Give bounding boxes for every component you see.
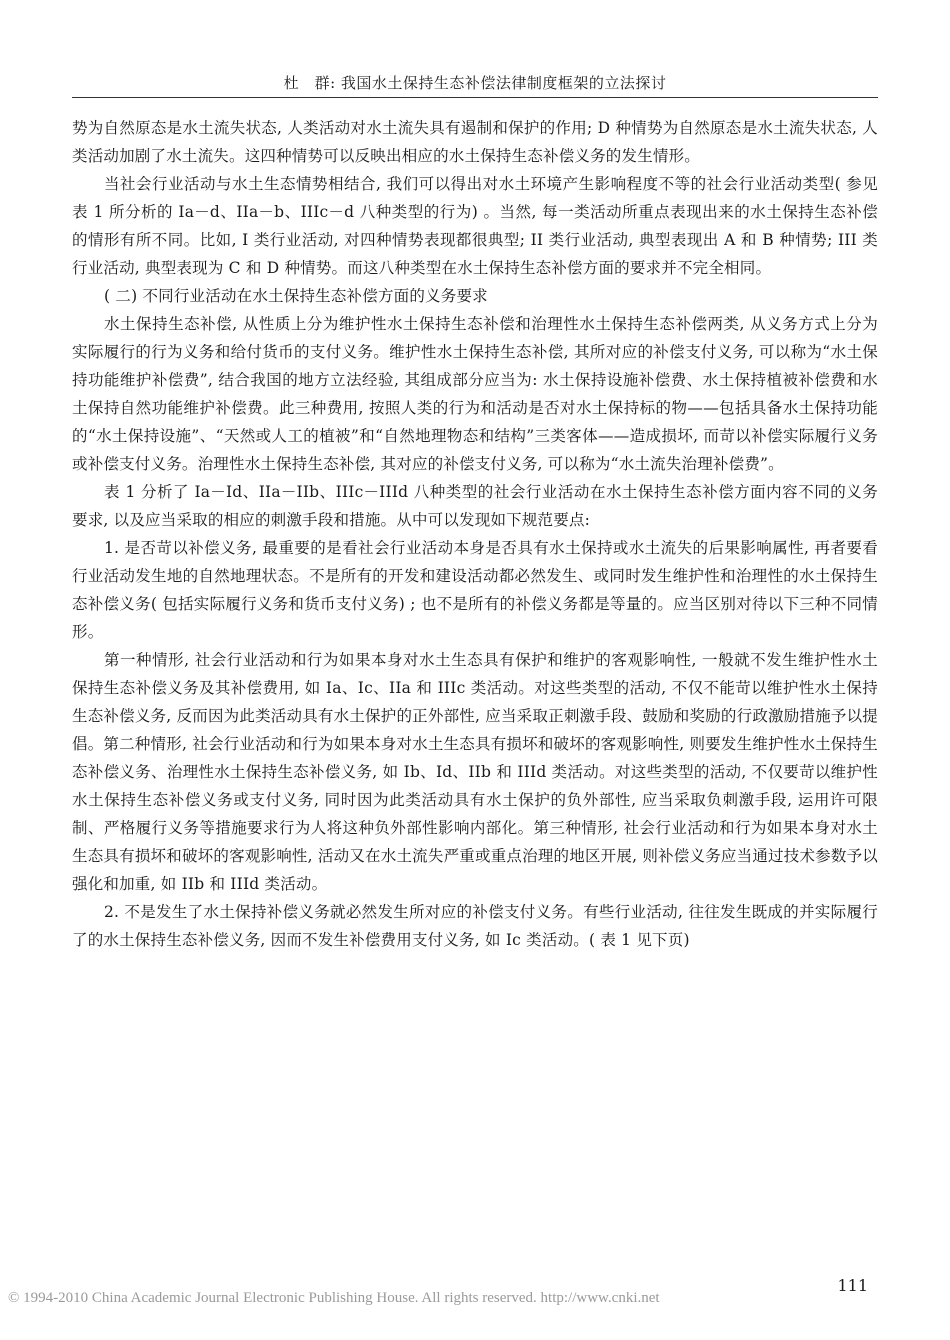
running-header: 杜 群: 我国水土保持生态补偿法律制度框架的立法探讨 — [283, 74, 667, 92]
paragraph: 第一种情形, 社会行业活动和行为如果本身对水土生态具有保护和维护的客观影响性, 一般就不发生维护性水土保持生态补偿义务及其补偿费用, 如 Ia、Ic、IIa 和 IIIc 类活动。对这些类型的活动, 不仅不能苛以维护性水土保持生态补偿义务, 反而因为此类活动具有水土保护的正外部性, 应当采取正刺激手段、鼓励和奖励的行政激励措施予以提倡。第二种情形, 社会行业活动和行为如果本身对水土生态具有损坏和破坏的客观影响性, 则要发生维护性水土保持生态补偿义务、治理性水土保持生态补偿义务, 如 Ib、Id、IIb 和 IIId 类活动。对这些类型的活动, 不仅要苛以维护性水土保持生态补偿义务或支付义务, 同时因为此类活动具有水土保护的负外部性, 应当采取负刺激手段, 运用许可限制、严格履行义务等措施要求行为人将这种负外部性影响内部化。第三种情形, 社会行业活动和行为如果本身对水土生态具有损坏和破坏的客观影响性, 活动又在水土流失严重或重点治理的地区开展, 则补偿义务应当通过技术参数予以强化和加重, 如 IIb 和 IIId 类活动。 — [72, 651, 878, 893]
paragraph: 水土保持生态补偿, 从性质上分为维护性水土保持生态补偿和治理性水土保持生态补偿两类, 从义务方式上分为实际履行的行为义务和给付货币的支付义务。维护性水土保持生态补偿, 其所对应的补偿支付义务, 可以称为“水土保持功能维护补偿费”, 结合我国的地方立法经验, 其组成部分应当为: 水土保持设施补偿费、水土保持植被补偿费和水土保持自然功能维护补偿费。此三种费用, 按照人类的行为和活动是否对水土保持标的物——包括具备水土保持功能的“水土保持设施”、“天然或人工的植被”和“自然地理物态和结构”三类客体——造成损坏, 而苛以补偿实际履行义务或补偿支付义务。治理性水土保持生态补偿, 其对应的补偿支付义务, 可以称为“水土流失治理补偿费”。 — [72, 315, 878, 473]
page-number: 111 — [837, 1276, 868, 1295]
copyright-notice: © 1994-2010 China Academic Journal Electronic Publishing House. All rights reserved. http://www.cnki.net — [8, 1290, 660, 1306]
paragraph: 1. 是否苛以补偿义务, 最重要的是看社会行业活动本身是否具有水土保持或水土流失的后果影响属性, 再者要看行业活动发生地的自然地理状态。不是所有的开发和建设活动都必然发生、或同时发生维护性和治理性的水土保持生态补偿义务( 包括实际履行义务和货币支付义务) ; 也不是所有的补偿义务都是等量的。应当区别对待以下三种不同情形。 — [72, 539, 878, 641]
paragraph: 势为自然原态是水土流失状态, 人类活动对水土流失具有遏制和保护的作用; D 种情势为自然原态是水土流失状态, 人类活动加剧了水土流失。这四种情势可以反映出相应的水土保持生态补偿义务的发生情形。 — [72, 119, 878, 165]
article-body — [72, 114, 878, 954]
section-heading: ( 二) 不同行业活动在水土保持生态补偿方面的义务要求 — [104, 287, 488, 305]
paragraph: 当社会行业活动与水土生态情势相结合, 我们可以得出对水土环境产生影响程度不等的社会行业活动类型( 参见表 1 所分析的 Ia－d、IIa－b、IIIc－d 八种类型的行为) 。当然, 每一类活动所重点表现出来的水土保持生态补偿的情形有所不同。比如, I 类行业活动, 对四种情势表现都很典型; II 类行业活动, 典型表现出 A 和 B 种情势; III 类行业活动, 典型表现为 C 和 D 种情势。而这八种类型在水土保持生态补偿方面的要求并不完全相同。 — [72, 175, 878, 277]
paragraph: 2. 不是发生了水土保持补偿义务就必然发生所对应的补偿支付义务。有些行业活动, 往往发生既成的并实际履行了的水土保持生态补偿义务, 因而不发生补偿费用支付义务, 如 Ic 类活动。( 表 1 见下页) — [72, 903, 878, 949]
paragraph: 表 1 分析了 Ia－Id、IIa－IIb、IIIc－IIId 八种类型的社会行业活动在水土保持生态补偿方面内容不同的义务要求, 以及应当采取的相应的刺激手段和措施。从中可以发现如下规范要点: — [72, 483, 878, 529]
header-divider — [72, 97, 878, 98]
